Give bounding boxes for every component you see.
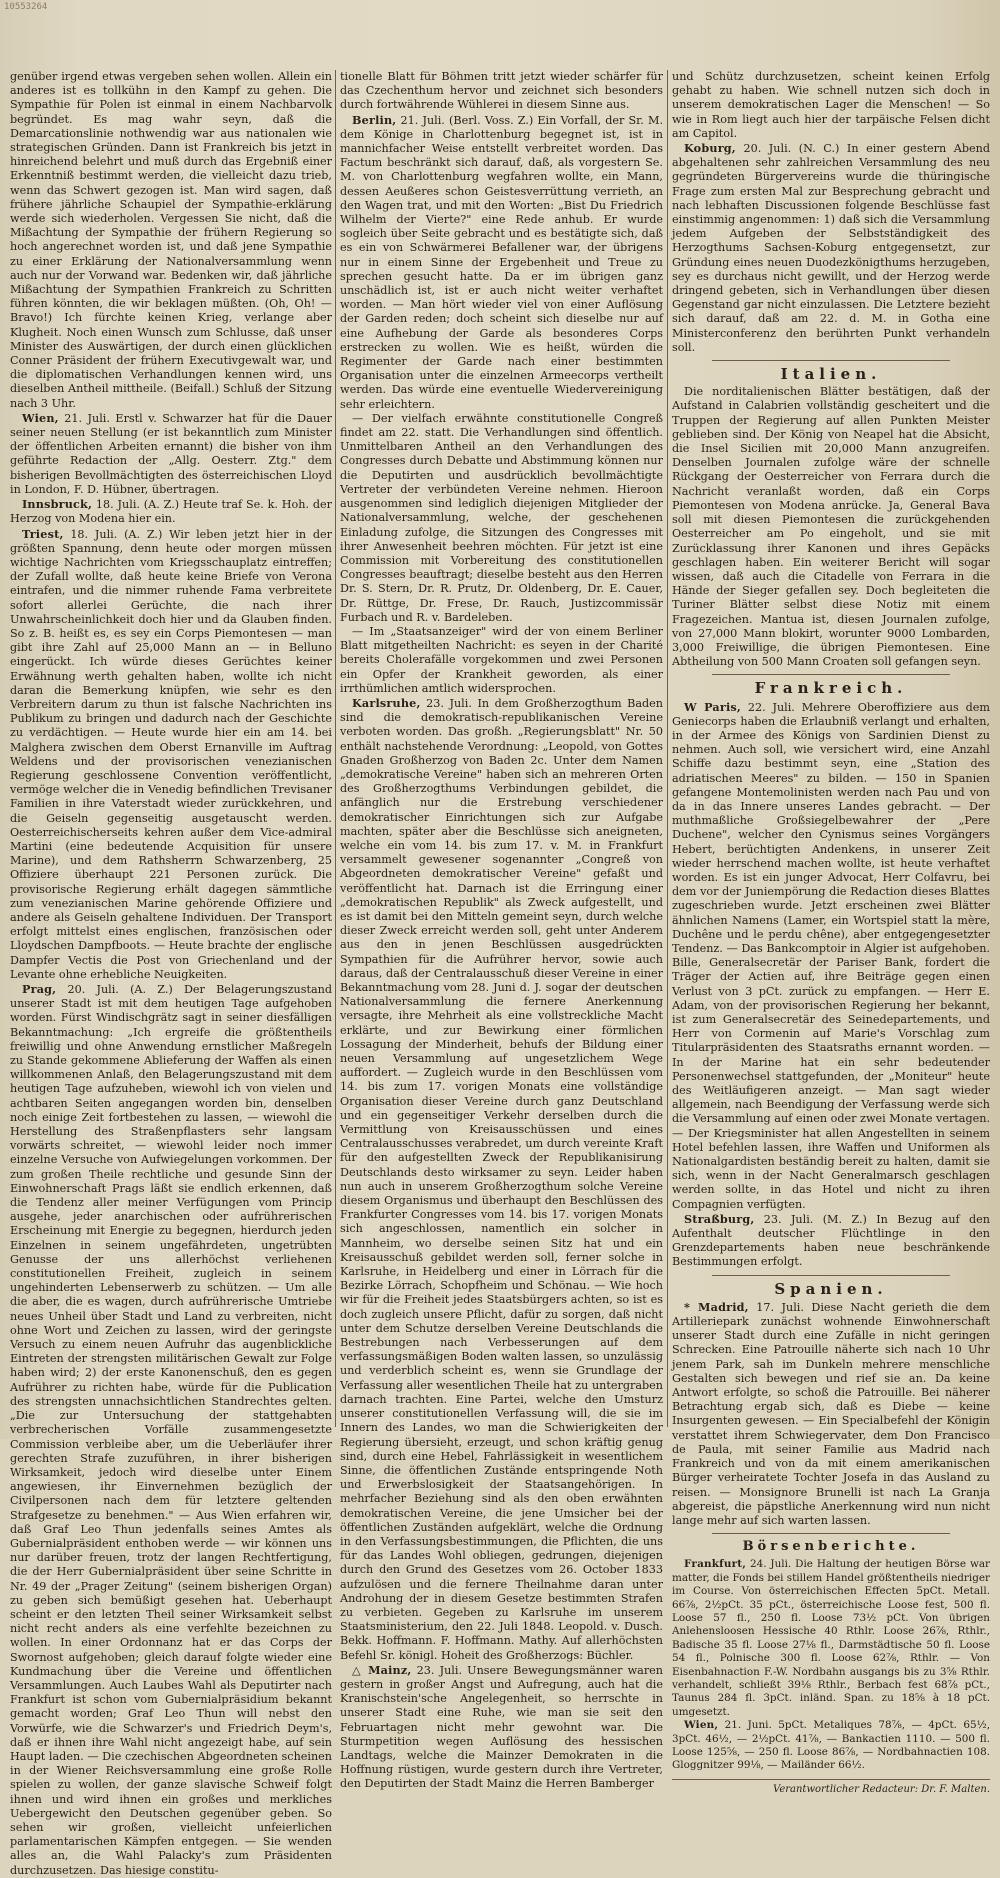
section-heading: Frankreich. bbox=[754, 679, 908, 698]
article-paragraph bbox=[672, 1719, 990, 1773]
article-paragraph bbox=[672, 700, 990, 1212]
section-rule bbox=[712, 1275, 950, 1276]
article-text: genüber irgend etwas vergeben sehen wollen. Allein ein anderes ist es tollkühn in den Kampf zu gehen. Die Sympathie für Polen ist einmal in einem Nachbarvolk begründet. Es mag wahr seyn, daß die Demarcationslinie nothwendig war aus nationalen wie strategischen Gründen. Dann ist Frankreich bis jetzt in hinreichend belehrt und muß durch das Ergebniß einer Erkenntniß bestimmt werden, die vielleicht dazu trieb, wenn das Schwert gezogen ist. Man wird sagen, daß frühere jährliche Schaupiel der Sympathie-erklärung werde sich wiederholen. Vergessen Sie nicht, daß die Mißachtung der Sympathie der frühern Regierung so hoch angerechnet worden ist, und daß jene Sympathie zu einer Erklärung der Nationalversammlung wenn auch nur der Vorwand war. Bedenken wir, daß jährliche Mißachtung der Sympathien Frankreich zu Schritten führen könnten, die wir beklagen müßten. (Oh, Oh! — Bravo!) Ich fürchte keinen Krieg, verlange aber Klugheit. Noch einen Wunsch zum Schlusse, daß unser Minister des Auswärtigen, der durch einen glücklichen Conner Präsident der frühern Executivgewalt war, und die diplomatischen Verhandlungen kennen wird, uns dieselben Antheil mittheile. (Beifall.) Schluß der Sitzung nach 3 Uhr. bbox=[10, 70, 332, 410]
article-paragraph bbox=[340, 70, 663, 113]
dateline: △ Mainz, bbox=[352, 1662, 412, 1677]
article-paragraph bbox=[340, 1663, 663, 1792]
column-2 bbox=[340, 70, 663, 1791]
article-paragraph bbox=[672, 141, 990, 355]
article-paragraph bbox=[672, 1300, 990, 1528]
dateline: Frankfurt, bbox=[684, 1558, 747, 1571]
article-paragraph bbox=[340, 412, 663, 625]
dateline-date: 23. Juli. bbox=[754, 1212, 823, 1226]
dateline-date: 18. Juli. bbox=[63, 527, 125, 541]
section-rule bbox=[712, 674, 950, 675]
dateline-date: 17. Juli. bbox=[748, 1300, 812, 1314]
dateline-date: 21. Juli. bbox=[396, 113, 449, 127]
dateline: * Madrid, bbox=[684, 1299, 749, 1314]
dateline: Wien, bbox=[22, 410, 59, 425]
dateline: Straßburg, bbox=[684, 1211, 755, 1226]
article-text: (N. C.) In einer gestern Abend abgehaltenen sehr zahlreichen Versammlung des neu gegründeten Bürgervereins wurde die thüringische Frage zum ersten Mal zur Besprechung gebracht und nach lebhaften Discussionen folgende Beschlüsse fast einstimmig angenommen: 1) daß sich die Versammlung jedem Aufgeben der Selbstständigkeit des Herzogthums Sachsen-Koburg entgegensetzt, zur Gründung eines neuen Duodezkönigthums herzugeben, sey es durchaus nicht gewillt, und der Herzog werde dringend gebeten, sich in Verhandlungen über diesen Gegenstand gar nicht einzulassen. Die Letztere bezieht sich darauf, daß am 22. d. M. in Gotha eine Ministerconferenz den berührten Punkt verhandeln soll. bbox=[672, 142, 990, 354]
article-paragraph bbox=[10, 982, 332, 1878]
section-rule bbox=[712, 1533, 950, 1534]
column-3 bbox=[672, 70, 991, 1795]
dateline-date: 23. Juli. bbox=[420, 696, 478, 710]
dateline-date: 21. Juni. bbox=[718, 1719, 779, 1732]
article-text: Mehrere Oberoffiziere aus dem Geniecorps haben die Erlaubniß verlangt und erhalten, in der Armee des Königs von Sardinien Dienst zu nehmen. Auch soll, wie versichert wird, eine Anzahl Schiffe dazu bestimmt seyn, eine „Station des adriatischen Meeres" zu bilden. — 150 in Spanien gefangene Montemolinisten werden nach Pau und von da in das Innere unseres Landes gebracht. — Der muthmaßliche Großsiegelbewahrer der „Pere Duchene", welcher den Cynismus seines Vorgängers Hebert, berüchtigten Andenkens, in unserer Zeit wieder herrschend machen wollte, ist heute verhaftet worden. Es ist ein junger Advocat, Herr Colfavru, bei dem vor der Juniempörung die Redaction dieses Blattes zugeschrieben wurde. Jetzt erscheinen zwei Blätter ähnlichen Namens (Lamer, ein Wortspiel statt la mère, Duchêne und le perdu chêne), aber entgegengesetzter Tendenz. — Das Bankcomptoir in Algier ist aufgehoben. Bille, Generalsecretär der Pariser Bank, fordert die Träger der Actien auf, ihre Beiträge gegen einen Verlust von 3 pCt. zurück zu empfangen. — Herr E. Adam, von der provisorischen Regierung her bekannt, ist zum Generalsecretär des Seinedepartements, und Herr von Cormenin auf Marie's Vorschlag zum Titularpräsidenten des Staatsraths ernannt worden. — In der Marine hat ein sehr bedeutender Personenwechsel stattgefunden, der „Moniteur" heute des Weitläufigeren anzeigt. — Man sagt wieder allgemein, nach Beendigung der Verfassung werde sich die Versammlung auf einen oder zwei Monate vertagen. — Der Kriegsminister hat allen Angestellten in seinem Hotel befehlen lassen, ihre Waffen und Uniformen als Nationalgardisten beständig bereit zu halten, damit sie sich, wenn in der Nacht Generalmarsch geschlagen werden sollte, in das Hotel und nicht zu ihren Compagnien verfügten. bbox=[672, 700, 991, 1211]
article-paragraph bbox=[672, 1212, 990, 1270]
article-text: Die norditalienischen Blätter bestätigen, daß der Aufstand in Calabrien vollständig gescheitert und die Truppen der Regierung auf allen Punkten Meister geblieben sind. Der König von Neapel hat die Absicht, die Insel Sicilien mit 20,000 Mann anzugreifen. Denselben Journalen zufolge wäre der schnelle Rückgang der Oesterreicher von Ferrara durch die Nachricht veranlaßt worden, daß ein Corps Piemontesen von Modena anrücke. Ja, General Bava soll mit diesen Piemontesen die zurückgehenden Oesterreicher am Po eingeholt, und sie mit Zurücklassung ihrer Kanonen und ihres Gepäcks geschlagen haben. Ein weiterer Bericht will sogar wissen, daß auch die Citadelle von Ferrara in die Hände der Sieger gefallen sey. Doch begleiteten die Turiner Blätter selbst diese Notiz mit einem Fragezeichen. Mantua ist, diesen Journalen zufolge, von 27,000 Mann blokirt, worunter 9000 Lombarden, 3,000 Freiwillige, die übrigen Piemontesen. Eine Abtheilung von 500 Mann Croaten soll gefangen seyn. bbox=[672, 385, 990, 669]
article-text: — Der vielfach erwähnte constitutionelle Congreß findet am 22. statt. Die Verhandlungen sind öffentlich. Unmittelbaren Antheil an den Verhandlungen des Congresses durch Debatte und Abstimmung können nur die Deputirten und ausdrücklich bevollmächtigte Vertreter der verbündeten Vereine nehmen. Hieroon ausgenommen sind lediglich diejenigen Mitglieder der Nationalversammlung, welche, der geschehenen Einladung zufolge, die Sitzungen des Congresses mit ihrer Anwesenheit beehren möchten. Für jetzt ist eine Commission mit Vorbereitung des constitutionellen Congresses beauftragt; dieselbe besteht aus den Herren Dr. S. Stern, Dr. R. Prutz, Dr. Oldenberg, Dr. E. Cauer, Dr. Rüttge, Dr. Frese, Dr. Rauch, Justizcommissär Furbach und R. v. Bardeleben. bbox=[340, 411, 663, 624]
archive-id: 10553264 bbox=[4, 2, 48, 12]
section-heading: Italien. bbox=[780, 365, 882, 384]
article-text: (M. Z.) In Bezug auf den Aufenthalt deutscher Flüchtlinge in den Grenzdepartements haben neue beschränkende Bestimmungen erfolgt. bbox=[672, 1212, 990, 1269]
article-text: (A. Z.) Der Belagerungszustand unserer Stadt ist mit dem heutigen Tage aufgehoben worden. Fürst Windischgrätz sagt in seiner diesfälligen Bekanntmachung: „Ich ergreife die größtentheils freiwillig und ohne Anwendung ernstlicher Maßregeln zu Stande gekommene Ablieferung der Waffen als einen willkommenen Anlaß, den Belagerungszustand mit dem heutigen Tage aufzuheben, wiewohl ich von vielen und achtbaren Seiten angegangen worden bin, denselben noch einige Zeit fortbestehen zu lassen, — wiewohl die Herstellung des Straßenpflasters sehr langsam vorwärts schreitet, — wiewohl leider noch immer einzelne Versuche von Aufwiegelungen vorkommen. Der zum großen Theile rechtliche und gesunde Sinn der Einwohnerschaft Prags läßt sie endlich erkennen, daß die Tendenz aller meiner Verfügungen vom Princip ausgehe, jeder anarchischen oder aufrührerischen Erscheinung mit Energie zu begegnen, hierdurch jeden Einzelnen in seinem ungefährdeten, ungetrübten Genusse der uns allerhöchst verliehenen constitutionellen Freiheit, zugleich in seinem ungehinderten Lebenserwerb zu schützen. — Um alle die aber, die es wagen, durch aufrührerische Umtriebe neues Unheil über Stadt und Land zu verbreiten, nicht ohne Wort und Zeichen zu lassen, wird der geringste Versuch zu einem neuen Aufruhr das augenblickliche Eintreten der strengsten militärischen Gewalt zur Folge haben wird; 2) der erste Kanonenschuß, den es gegen Aufrührer zu richten habe, würde für die Publication des strengsten unnachsichtlichen Standrechtes gelten. „Die zur Untersuchung der stattgehabten verbrecherischen Vorfälle zusammengesetzte Commission verbleibe aber, um die Ueberläufer ihrer gerechten Strafe zuzuführen, in ihrer bisherigen Wirksamkeit, jedoch wird dieselbe unter Einem angewiesen, ihr Einvernehmen bezüglich der Civilpersonen nach dem für letztere geltenden Strafgesetze zu benehmen." — Aus Wien erfahren wir, daß Graf Leo Thun jedenfalls seines Amtes als Gubernialpräsident enthoben werde — wir können uns nur darüber freuen, trotz der langen Rechtfertigung, die der Herr Gubernialpräsident über seine Schritte in Nr. 49 der „Prager Zeitung" (seinem bisherigen Organ) zu geben sich bemüßigt gesehen hat. Ueberhaupt scheint er den letzten Theil seiner Wirksamkeit selbst nicht recht anders als eine verfehlte bezeichnen zu wollen. In einer Ordonnanz hat er das Corps der Swornost aufgehoben; gleich darauf folgte wieder eine Kundmachung über die Vereine und öffentlichen Versammlungen. Auch Laubes Wahl als Deputirter nach Frankfurt ist schon vom Gubernialpräsidium bekannt gemacht worden; Graf Leo Thun will nebst den Vorwürfe, wie die Schwarzer's und Friedrich Deym's, daß er ihnen ihre Wahl nicht angezeigt habe, auf sein Haupt laden. — Die czechischen Abgeordneten scheinen in der Wiener Reichsversammlung eine große Rolle spielen zu wollen, der ganze slavische Schweif folgt ihnen und wird ihnen ein großes und merkliches Uebergewicht den Deutschen gegenüber geben. So sehen wir großen, vielleicht unfeierlichen parlamentarischen Kämpfen entgegen. — Sie wenden alles an, die Wahl Palacky's zum Präsidenten durchzusetzen. Das hiesige constitu- bbox=[10, 983, 332, 1877]
section-heading: Börsenberichte. bbox=[742, 1539, 920, 1555]
dateline: Berlin, bbox=[352, 112, 397, 127]
article-paragraph bbox=[10, 70, 332, 411]
article-text: Diese Nacht gerieth die dem Artilleriepark zunächst wohnende Einwohnerschaft unserer Stadt durch eine Zufälle in nicht geringen Schrecken. Eine Patrouille näherte sich nach 10 Uhr jenem Park, sah im Dunkeln mehrere menschliche Gestalten sich bewegen und rief sie an. Da keine Antwort erfolgte, so schoß die Patrouille. Bei näherer Betrachtung ergab sich, daß es Diebe — keine Insurgenten gewesen. — Ein Specialbefehl der Königin verstattet ihrem Schwiegervater, dem Don Francisco de Paula, mit seiner Familie aus Madrid nach Frankreich und von da mit einem amerikanischen Bürger verheiratete Tochter Josefa in das Ausland zu reisen. — Monsignore Brunelli ist nach La Granja abgereist, die päpstliche Anerkennung wird nun nicht lange mehr auf sich warten lassen. bbox=[672, 1300, 990, 1527]
article-paragraph bbox=[340, 113, 663, 412]
article-paragraph bbox=[672, 1558, 990, 1719]
dateline: Innsbruck, bbox=[22, 497, 93, 512]
article-paragraph bbox=[340, 696, 663, 1663]
article-paragraph bbox=[672, 385, 990, 669]
article-paragraph bbox=[10, 497, 332, 526]
column-rule-2 bbox=[667, 70, 668, 1427]
dateline: Prag, bbox=[22, 982, 57, 996]
article-text: Die Haltung der heutigen Börse war matter, die Fonds bei stillem Handel größtentheils niedriger im Course. Von österreichischen Effecten 5pCt. Metall. 66⅞, 2½pCt. 35 pCt., österreichische Loose fest, 500 fl. Loose 57 fl., 250 fl. Loose 73½ pCt. Von übrigen Anlehensloosen Hessische 40 Rthlr. Loose 26⅞, Rthlr., Badische 35 fl. Loose 27⅛ fl., Darmstädtische 50 fl. Loose 54 fl., Polnische 300 fl. Loose 62⅞, Rthlr. — Von Eisenbahnaction F.-W. Nordbahn ausgangs bis zu 3⅝ Rthlr. verhandelt, schließt 39⅛ Rthlr., Berbach fest 68⅞ pCt., Taunus 284 fl. 3pCt. inländ. Span. zu 18⅝ à 18 pCt. umgesetzt. bbox=[672, 1558, 990, 1718]
column-rule-1 bbox=[335, 70, 336, 1427]
article-paragraph bbox=[672, 70, 990, 141]
dateline-date: 20. Juli. bbox=[735, 142, 799, 156]
article-text: (Berl. Voss. Z.) Ein Vorfall, der Sr. M. dem Könige in Charlottenburg begegnet ist, ist in mannichfacher Weise entstellt verbreitet worden. Das Factum beschränkt sich darauf, daß, als vorgestern Se. M. von Charlottenburg wegfahren wollte, ein Mann, dessen Aeußeres schon Geistesverrüttung verrieth, an den Wagen trat, und mit den Worten: „Bist Du Friedrich Wilhelm der Vierte?" eine Rede anhub. Er wurde sogleich über Seite gebracht und es bestätigte sich, daß es ein von Schwärmerei Befallener war, der übrigens nur in einem Sinne der Ergebenheit und Treue zu sprechen gesucht hatte. Da er im übrigen ganz unschädlich ist, ist er auch nicht weiter verhaftet worden. — Man hört wieder viel von einer Auflösung der Garden reden; doch scheint sich dieselbe nur auf eine Aufhebung der Garde als besonderes Corps erstrecken zu wollen. Wie es heißt, würden die Regimenter der Garde nach einer bestimmten Organisation unter die einzelnen Armeecorps vertheilt werden. Das würde eine eventuelle Wiedervereinigung sehr erleichtern. bbox=[340, 113, 663, 411]
article-text: Erstl v. Schwarzer hat für die Dauer seiner neuen Stellung (er ist bekanntlich zum Minister der öffentlichen Arbeiten ernannt) die bisher von ihm geführte Redaction der „Allg. Oesterr. Ztg." dem bisherigen Bevollmächtigten des österreichischen Lloyd in London, F. D. Hübner, übertragen. bbox=[10, 411, 332, 496]
dateline-date: 23. Juli. bbox=[411, 1663, 468, 1677]
dateline-date: 21. Juli. bbox=[58, 411, 116, 425]
section-rule bbox=[712, 360, 950, 361]
dateline-date: 22. Juli. bbox=[741, 700, 802, 714]
article-text: (A. Z.) Heute traf Se. k. Hoh. der Herzog von Modena hier ein. bbox=[10, 498, 332, 526]
article-text: In dem Großherzogthum Baden sind die demokratisch-republikanischen Vereine verboten worden. Das großh. „Regierungsblatt" Nr. 50 enthält nachstehende Verordnung: „Leopold, von Gottes Gnaden Großherzog von Baden 2c. Unter dem Namen „demokratische Vereine" haben sich an mehreren Orten des Großherzogthums Verbindungen gebildet, die anfänglich nur die Erstrebung verschiedener demokratischer Einrichtungen sich zur Aufgabe machten, später aber die Beschlüsse sich aneigneten, welche ein vom 14. bis zum 17. v. M. in Frankfurt versammelt gewesener sogenannter „Congreß von Abgeordneten demokratischer Vereine" gefaßt und veröffentlicht hat. Darnach ist die Erringung einer „demokratischen Republik" als Zweck aufgestellt, und es ist damit bei den Mitteln gemeint seyn, durch welche dieser Zweck erreicht werden soll, geht unter Anderem aus den in jenen Beschlüssen ausgedrückten Sympathien für die Aufrührer hervor, sowie auch daraus, daß der Centralausschuß dieser Vereine in einer Bekanntmachung vom 28. Juni d. J. sogar der deutschen Nationalversammlung die fernere Anerkennung versagte, ihre Mehrheit als eine vollstreckliche Macht erklärte, und zur Bewirkung einer förmlichen Lossagung der Minderheit, behufs der Bildung einer neuen Versammlung auf ungesetzlichem Wege auffordert. — Zugleich wurde in den Beschlüssen vom 14. bis zum 17. vorigen Monats eine vollständige Organisation dieser Vereine durch ganz Deutschland und ein gegenseitiger Verkehr derselben durch die Vermittlung von Kreisausschüssen und eines Centralausschusses verabredet, um durch vereinte Kraft für den aufgestellten Zweck der Republikanisirung Deutschlands desto wirksamer zu seyn. Leider haben nun auch in unserem Großherzogthum solche Vereine diesem Organismus und überhaupt den Beschlüssen des Frankfurter Congresses vom 14. bis 17. vorigen Monats sich angeschlossen, namentlich ein solcher in Mannheim, wo derselbe seinen Sitz hat und ein Kreisausschuß gebildet werden soll, ferner solche in Karlsruhe, in Heidelberg und einer in Lörrach für die Bezirke Lörrach, Schopfheim und Schönau. — Wie hoch wir für die Freiheit jedes Staatsbürgers achten, so ist es doch zugleich unsere Pflicht, dafür zu sorgen, daß nicht unter dem Schutze derselben Vereine Deutschlands die Bestrebungen nach Verbesserungen auf dem verfassungsmäßigen Boden walten lassen, so unzulässig und verderblich scheint es, wenn sie Grundlage der Verfassung aller wesentlichen Theile hat zu untergraben darnach trachten. Eine Partei, welche den Umsturz unserer constitutionellen Verfassung will, die sie im Innern des Landes, wo man die Schwierigkeiten der Regierung übersieht, erzeugt, und schon kräftig genug sind, durch eine Hebel, Fahrlässigkeit in wesentlichem Sinne, die öffentlichen Zustände entspringende Noth und Erwerbslosigkeit der Staatsangehörigen. In mehrfacher Beziehung sind als den oben erwähnten demokratischen Vereine, die jene Umsicher bei der öffentlichen Zuständen aufgeklärt, welche die Ordnung in den Verfassungsbestimmungen, die Pflichten, die uns für das Landes Wohl obliegen, gedrungen, diejenigen durch den Grund des Gesetzes vom 26. October 1833 aufzulösen und die fernere Theilnahme daran unter Androhung der in diesem Gesetze bestimmten Strafen zu verbieten. Gegeben zu Karlsruhe im unserem Staatsministerium, den 22. Juli 1848. Leopold. v. Dusch. Bekk. Hoffmann. F. Hoffmann. Mathy. Auf allerhöchsten Befehl Sr. königl. Hoheit des Großherzogs: Büchler. bbox=[340, 696, 663, 1662]
article-text: und Schütz durchzusetzen, scheint keinen Erfolg gehabt zu haben. Wie schnell nutzen sich doch in unserem demokratischen Lager die Menschen! — So wie in Rom liegt auch hier der tarpäische Felsen dicht am Capitol. bbox=[672, 70, 990, 140]
article-text: tionelle Blatt für Böhmen tritt jetzt wieder schärfer für das Czechenthum hervor und zeichnet sich besonders durch fortwährende Wühlerei in diesem Sinne aus. bbox=[340, 70, 663, 112]
dateline-date: 24. Juli. bbox=[746, 1558, 796, 1571]
dateline: Karlsruhe, bbox=[352, 695, 421, 710]
article-text: Unsere Bewegungsmänner waren gestern in großer Angst und Aufregung, auch hat die Kranischstein'sche Angelegenheit, so herrschte in unserer Stadt eine Ruhe, wie man sie seit den Februartagen nicht mehr gewohnt war. Die Sturmpetition wegen Auflösung des hessischen Landtags, welche die Mainzer Demokraten in die Hoffnung rüstigen, wurde gestern durch ihre Vertreter, den Deputirten der Stadt Mainz die Herren Bamberger bbox=[340, 1663, 663, 1791]
section-heading: Spanien. bbox=[774, 1279, 888, 1298]
article-paragraph bbox=[10, 527, 332, 983]
article-text: — Im „Staatsanzeiger" wird der von einem Berliner Blatt mitgetheilten Nachricht: es seyen in der Charité bereits Cholerafälle vorgekommen und zwei Personen ein Opfer der Krankheit geworden, als einer irrthümlichen amtlich widersprochen. bbox=[340, 624, 663, 695]
article-text: (A. Z.) Wir leben jetzt hier in der größten Spannung, denn heute oder morgen müssen wichtige Nachrichten vom Kriegsschauplatz eintreffen; der Zufall wollte, daß heute keine Briefe von Verona eintrafen, und die nimmer ruhende Fama verbreitete sofort allerlei Gerüchte, die nach ihrer Unwahrscheinlichkeit doch hier und da Glauben finden. So z. B. heißt es, es sey ein Corps Piemontesen — man gibt ihre Zahl auf 25,000 Mann an — in Belluno eingerückt. Ich würde dieses Gerüchtes keiner Erwähnung werth gehalten haben, wollte ich nicht daran die Bemerkung knüpfen, wie sehr es den Verbreitern darum zu thun ist falsche Nachrichten ins Publikum zu bringen und dadurch nach der Geschichte zu verdächtigen. — Heute wurde hier ein am 14. bei Malghera zwischen dem Oberst Ernanville im Auftrag Weldens und der provisorischen venezianischen Regierung geschlossene Convention veröffentlicht, vermöge welcher die in Venedig befindlichen Trevisaner Familien in ihre Vaterstadt wieder zurückkehren, und die Geiseln gegenseitig ausgetauscht werden. Oesterreichischerseits kehren außer dem Vice-admiral Martini (eine bedeutende Acquisition für unsere Marine), und dem Rathsherrn Schwarzenberg, 25 Offiziere überhaupt 221 Personen zurück. Die provisorische Regierung erhält dagegen sämmtliche zum venezianischen Marine gehörende Offiziere und andere als Geiseln gehaltene Individuen. Der Transport erfolgt mittelst eines englischen, französischen oder Lloydschen Dampfboots. — Heute brachte der englische Dampfer Vectis die Post von Griechenland und der Levante ohne erhebliche Neuigkeiten. bbox=[10, 527, 332, 981]
column-1 bbox=[10, 70, 332, 1877]
article-text: 5pCt. Metaliques 78⅞, — 4pCt. 65½, 3pCt. 46½, — 2½pCt. 41⅞, — Bankactien 1110. — 500 fl. Loose 125⅝, — 250 fl. Loose 86⅞, — Nordbahnactien 108. Gloggnitzer 99⅛, — Mailänder 66½. bbox=[672, 1719, 991, 1772]
article-paragraph bbox=[340, 625, 663, 696]
dateline: W Paris, bbox=[684, 699, 742, 714]
dateline-date: 20. Juli. bbox=[56, 983, 131, 996]
dateline: Triest, bbox=[22, 526, 64, 541]
editor-credit: Verantwortlicher Redacteur: Dr. F. Malten. bbox=[672, 1779, 990, 1797]
dateline-date: 18. Juli. bbox=[92, 498, 144, 512]
dateline: Wien, bbox=[684, 1719, 719, 1732]
dateline: Koburg, bbox=[684, 141, 736, 156]
article-paragraph bbox=[10, 411, 332, 497]
